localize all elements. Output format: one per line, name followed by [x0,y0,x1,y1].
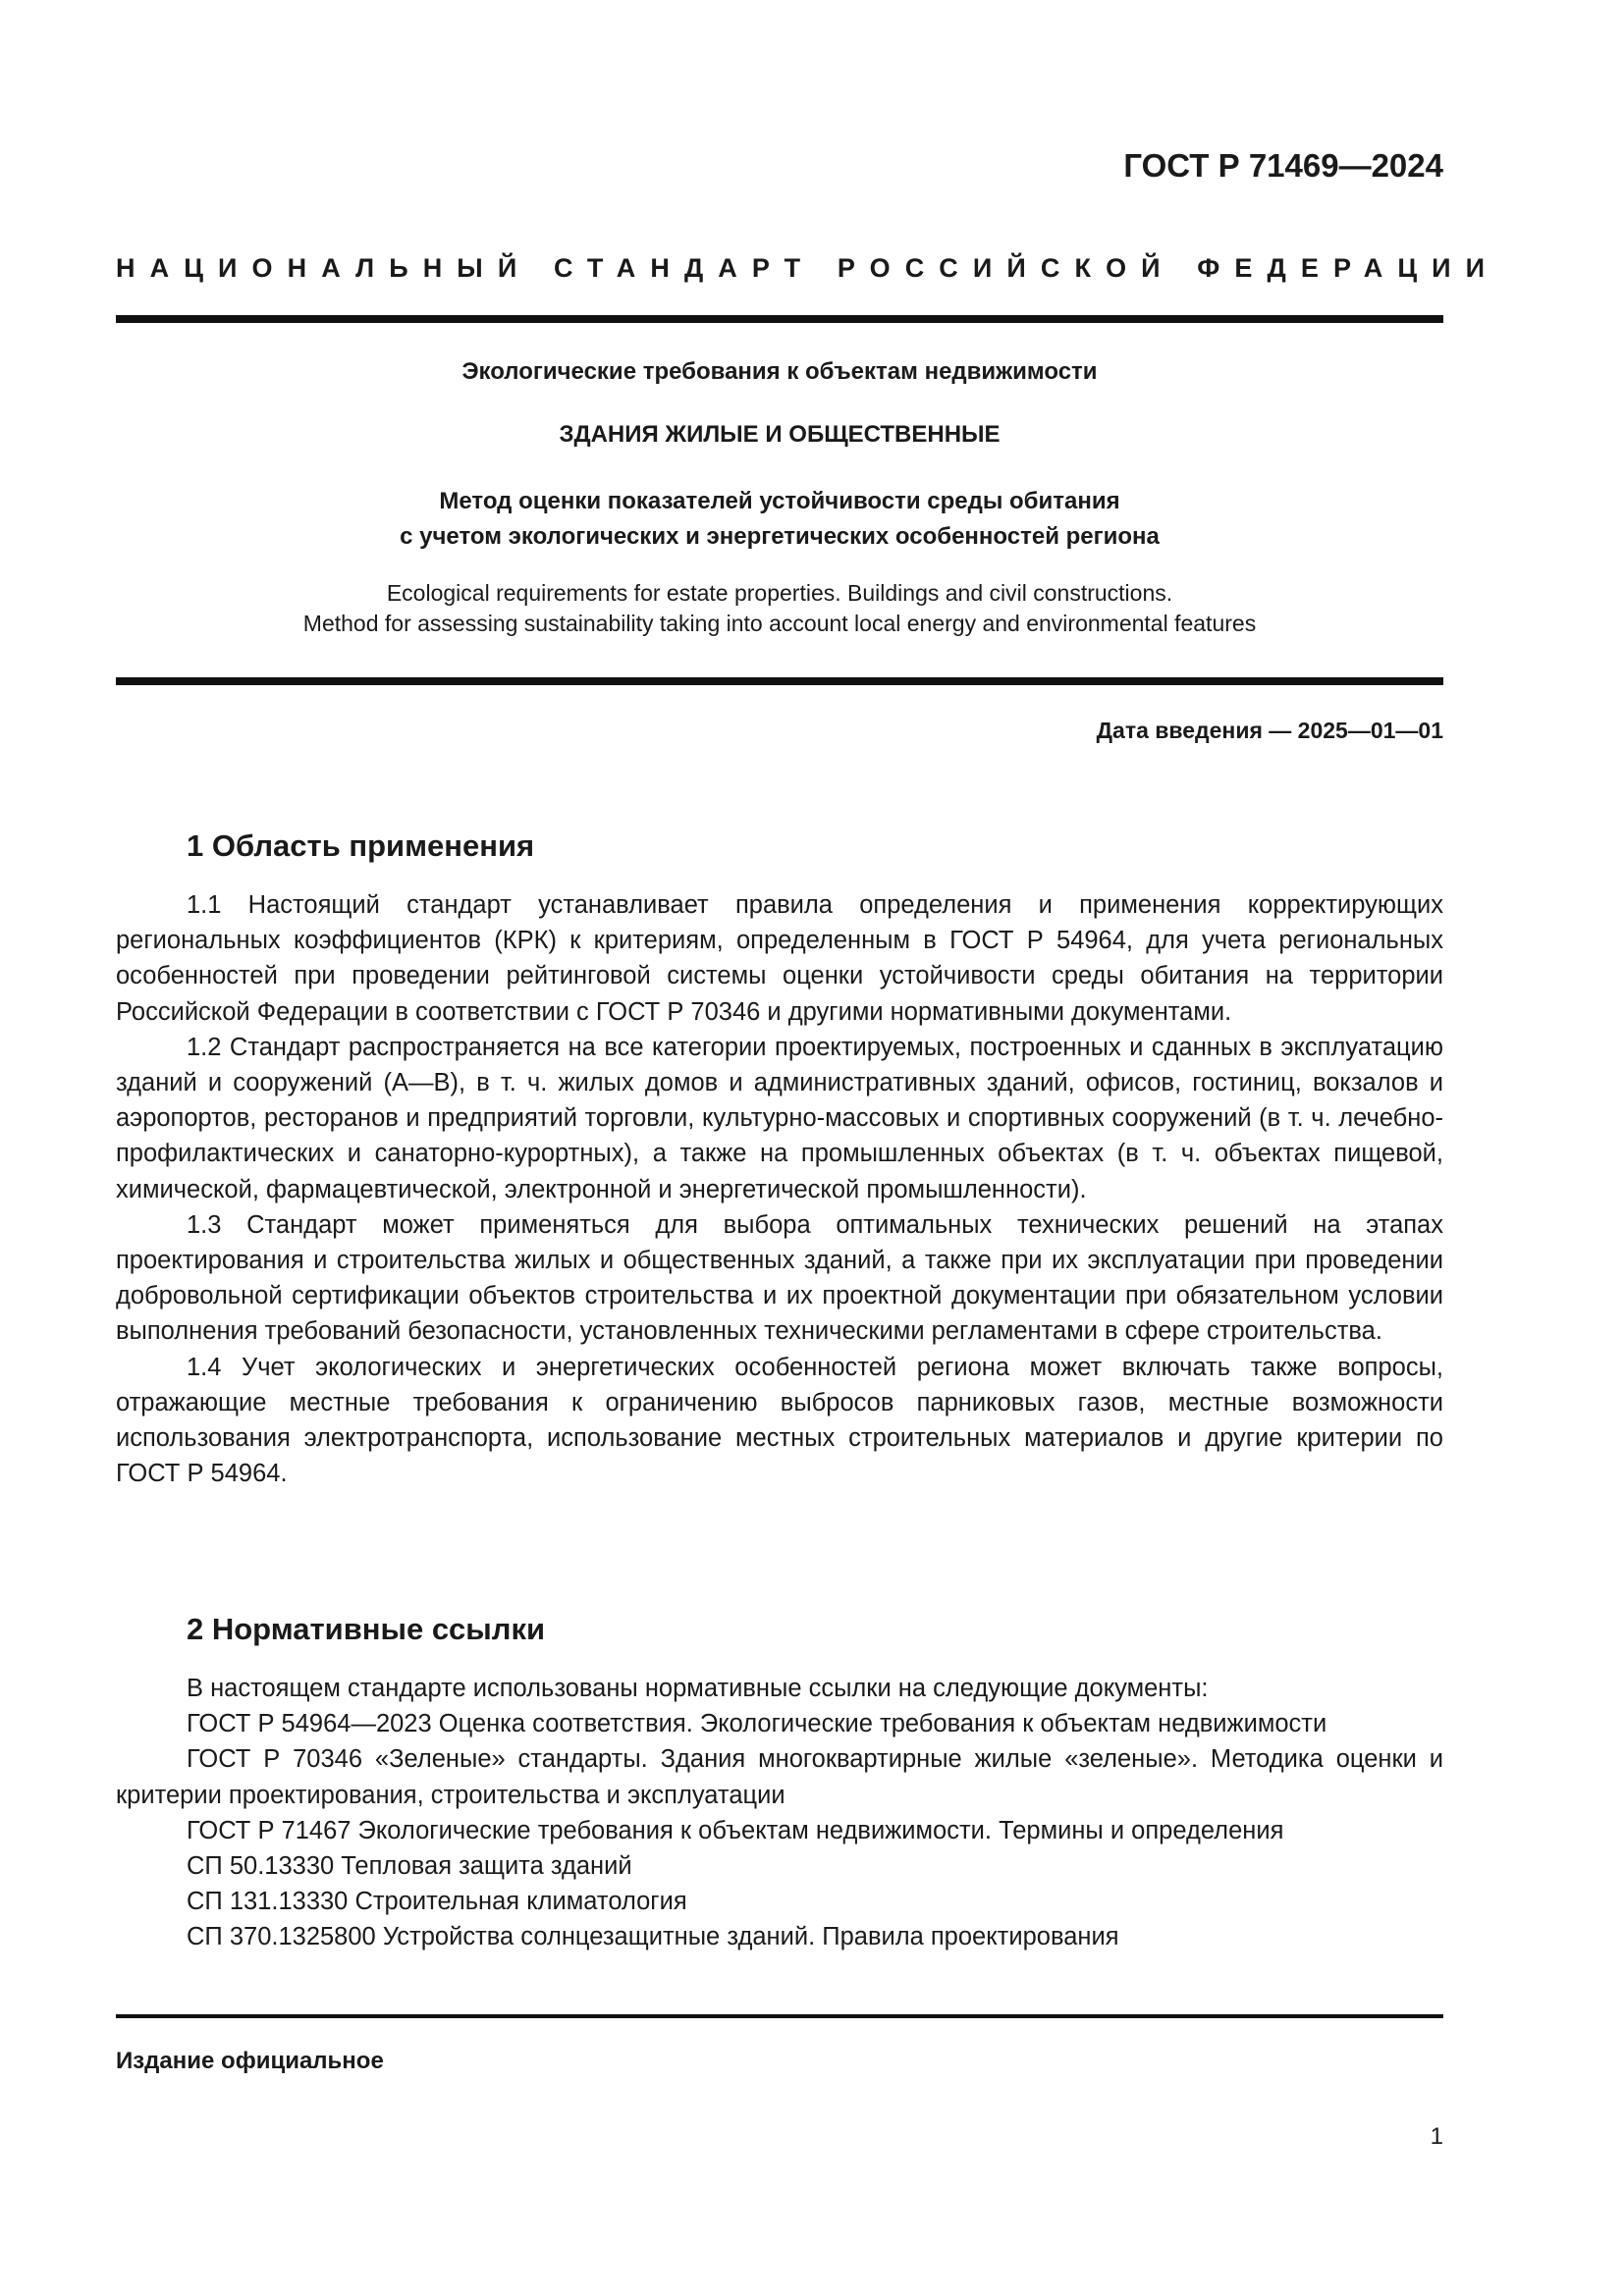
title-main: Экологические требования к объектам недвижимости [461,358,1098,385]
bottom-divider [116,2014,1443,2018]
reference-item: СП 50.13330 Тепловая защита зданий [187,1852,632,1881]
paragraph-1-1: 1.1 Настоящий стандарт устанавливает правила определения и применения корректирующих региональных коэффициентов (КРК) к критериям, определенным в ГОСТ Р 54964, для учета региональных особенностей при проведении рейтинговой системы оценки устойчивости среды обитания на территории Российской Федерации в соответствии с ГОСТ Р 70346 и другими нормативными документами. [116,891,1443,1026]
section-1-heading: 1 Область применения [187,828,535,863]
paragraph-1-4: 1.4 Учет экологических и энергетических особенностей региона может включать также вопросы, отражающие местные требования к ограничению выбросов парниковых газов, местные возможности использования электротранспорта, использование местных строительных материалов и другие критерии по ГОСТ Р 54964. [116,1353,1443,1488]
reference-item: СП 370.1325800 Устройства солнцезащитные зданий. Правила проектирования [187,1923,1119,1951]
paragraph-1-2: 1.2 Стандарт распространяется на все категории проектируемых, построенных и сданных в эксплуатацию зданий и сооружений (А—В), в т. ч. жилых домов и административных зданий, офисов, гостиниц, вокзалов и аэропортов, ресторанов и предприятий торговли, культурно-массовых и спортивных сооружений (в т. ч. лечебно-профилактических и санаторно-курортных), а также на промышленных объектах (в т. ч. объектах пищевой, химической, фармацевтической, электронной и энергетической промышленности). [116,1033,1443,1203]
subtitle-line-2: с учетом экологических и энергетических особенностей региона [400,523,1160,550]
section-2-body [116,1671,1443,1955]
references-intro: В настоящем стандарте использованы нормативные ссылки на следующие документы: [187,1675,1209,1702]
top-divider [116,315,1443,323]
subtitle-line-1: Метод оценки показателей устойчивости среды обитания [439,488,1120,514]
title-english-line-1: Ecological requirements for estate properties. Buildings and civil constructions. [386,580,1173,606]
reference-item: ГОСТ Р 70346 «Зеленые» стандарты. Здания многоквартирные жилые «зеленые». Методика оценки и критерии проектирования, строительства и эксплуатации [116,1745,1443,1809]
title-english-line-2: Method for assessing sustainability taking into account local energy and environmental features [302,611,1257,636]
paragraph-1-3: 1.3 Стандарт может применяться для выбора оптимальных технических решений на этапах проектирования и строительства жилых и общественных зданий, а также при их эксплуатации при проведении добровольной сертификации объектов строительства и их проектной документации при обязательном условии выполнения требований безопасности, установленных техническими регламентами в сфере строительства. [116,1210,1443,1346]
reference-item: СП 131.13330 Строительная климатология [187,1888,687,1916]
national-standard-heading: НАЦИОНАЛЬНЫЙ СТАНДАРТ РОССИЙСКОЙ ФЕДЕРАЦИИ [116,253,1500,283]
reference-item: ГОСТ Р 71467 Экологические требования к объектам недвижимости. Термины и определения [187,1816,1284,1844]
reference-item: ГОСТ Р 54964—2023 Оценка соответствия. Экологические требования к объектам недвижимости [187,1710,1327,1738]
section-1-body [116,887,1443,1491]
middle-divider [116,677,1443,685]
title-caps: ЗДАНИЯ ЖИЛЫЕ И ОБЩЕСТВЕННЫЕ [559,421,1001,448]
introduction-date: Дата введения — 2025—01—01 [1096,718,1443,743]
section-2-heading: 2 Нормативные ссылки [187,1612,546,1646]
official-edition-label: Издание официальное [116,2048,384,2074]
document-code: ГОСТ Р 71469—2024 [1123,147,1443,184]
page-number: 1 [1430,2123,1443,2150]
title-english [116,578,1443,639]
title-subtitle [116,484,1443,555]
